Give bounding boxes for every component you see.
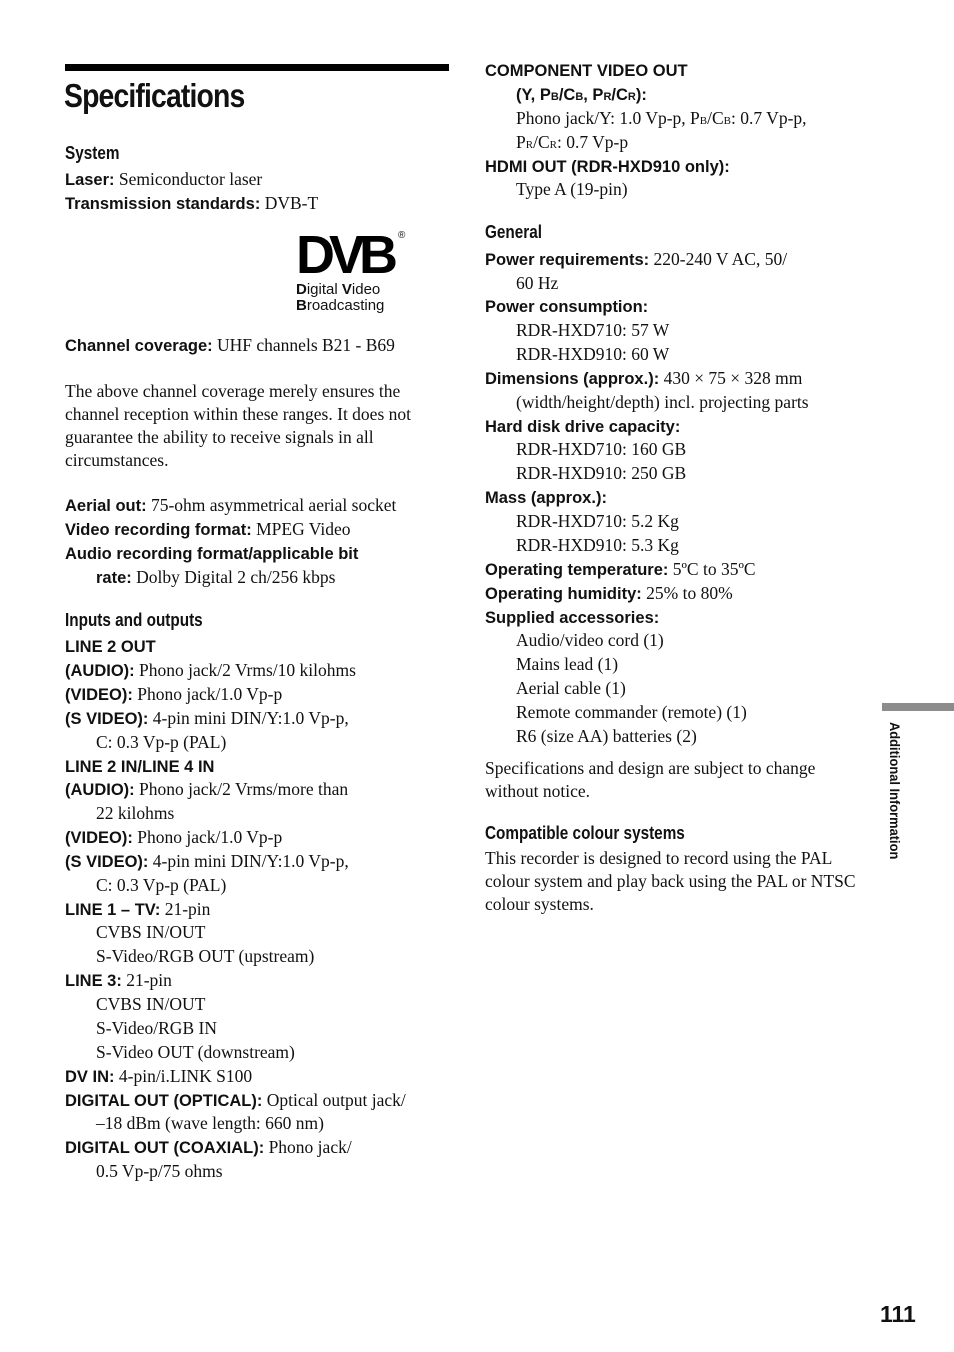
spec-hdmi-value: Type A (19-pin) [516, 179, 628, 199]
change-notice: Specifications and design are subject to change without notice. [485, 758, 816, 801]
spec-line3-sub: S-Video/RGB IN [96, 1018, 217, 1038]
spec-hdd-value: RDR-HXD910: 250 GB [516, 463, 687, 483]
spec-accessory-item: Remote commander (remote) (1) [516, 702, 747, 722]
spec-aerial-out: Aerial out: 75-ohm asymmetrical aerial socket [65, 495, 397, 515]
spec-l2i-audio: (AUDIO): Phono jack/2 Vrms/more than [65, 779, 349, 799]
spec-power-req: Power requirements: 220-240 V AC, 50/ [485, 249, 788, 269]
spec-line1-sub: CVBS IN/OUT [96, 922, 206, 942]
spec-power-cons-value: RDR-HXD910: 60 W [516, 344, 670, 364]
spec-accessory-item: Mains lead (1) [516, 654, 619, 674]
spec-l2o-svideo: (S VIDEO): 4-pin mini DIN/Y:1.0 Vp-p, [65, 708, 349, 728]
spec-component-value-cont: PR/CR: 0.7 Vp-p [516, 132, 629, 152]
spec-line3-sub: CVBS IN/OUT [96, 994, 206, 1014]
spec-dv-in: DV IN: 4-pin/i.LINK S100 [65, 1066, 253, 1086]
spec-power-cons: Power consumption: [485, 298, 649, 316]
section-heading-colour: Compatible colour systems [485, 823, 685, 843]
spec-accessory-item: R6 (size AA) batteries (2) [516, 726, 697, 746]
spec-digital-coaxial: DIGITAL OUT (COAXIAL): Phono jack/ [65, 1137, 352, 1157]
spec-accessories: Supplied accessories: [485, 609, 660, 627]
side-tab-bar [882, 703, 954, 711]
spec-digital-optical: DIGITAL OUT (OPTICAL): Optical output jack/ [65, 1090, 406, 1110]
spec-video-format: Video recording format: MPEG Video [65, 519, 351, 539]
spec-component-video: COMPONENT VIDEO OUT [485, 62, 688, 80]
spec-channel-coverage: Channel coverage: UHF channels B21 - B69 [65, 335, 395, 355]
spec-component-value: Phono jack/Y: 1.0 Vp-p, PB/CB: 0.7 Vp-p, [516, 108, 807, 128]
spec-l2i-svideo: (S VIDEO): 4-pin mini DIN/Y:1.0 Vp-p, [65, 851, 349, 871]
spec-l2o-video: (VIDEO): Phono jack/1.0 Vp-p [65, 684, 283, 704]
spec-mass-value: RDR-HXD710: 5.2 Kg [516, 511, 679, 531]
spec-line3: LINE 3: 21-pin [65, 970, 172, 990]
spec-l2i-svideo-cont: C: 0.3 Vp-p (PAL) [96, 875, 227, 895]
spec-mass-value: RDR-HXD910: 5.3 Kg [516, 535, 679, 555]
spec-l2i-audio-cont: 22 kilohms [96, 803, 175, 823]
channel-note: The above channel coverage merely ensures the channel reception within these ranges. It does not guarantee the ability to receive signals in all circumstances. [65, 381, 412, 470]
spec-line2-in: LINE 2 IN/LINE 4 IN [65, 758, 215, 776]
spec-dimensions: Dimensions (approx.): 430 × 75 × 328 mm [485, 368, 803, 388]
spec-accessory-item: Aerial cable (1) [516, 678, 626, 698]
section-heading-general: General [485, 222, 542, 242]
colour-systems-text: This recorder is designed to record using the PAL colour system and play back using the PAL or NTSC colour systems. [485, 848, 856, 914]
dvb-logo-line1: Digital Video [296, 281, 381, 298]
spec-l2o-svideo-cont: C: 0.3 Vp-p (PAL) [96, 732, 227, 752]
spec-hdd-value: RDR-HXD710: 160 GB [516, 439, 687, 459]
page-title: Specifications [64, 77, 245, 114]
spec-op-temp: Operating temperature: 5ºC to 35ºC [485, 559, 756, 579]
dvb-logo [296, 225, 412, 318]
spec-line1-tv: LINE 1 – TV: 21-pin [65, 899, 211, 919]
section-heading-io: Inputs and outputs [65, 610, 203, 630]
spec-line1-sub: S-Video/RGB OUT (upstream) [96, 946, 315, 966]
spec-accessory-item: Audio/video cord (1) [516, 630, 664, 650]
section-heading-system: System [65, 143, 120, 163]
spec-dimensions-cont: (width/height/depth) incl. projecting parts [516, 392, 809, 412]
spec-audio-format-cont: rate: Dolby Digital 2 ch/256 kbps [96, 567, 336, 587]
side-tab-label: Additional Information [887, 722, 903, 860]
dvb-logo-mark: DVB [296, 225, 393, 285]
spec-digital-optical-cont: –18 dBm (wave length: 660 nm) [96, 1113, 324, 1133]
spec-transmission: Transmission standards: DVB-T [65, 193, 319, 213]
spec-op-humidity: Operating humidity: 25% to 80% [485, 583, 733, 603]
dvb-logo-line2: Broadcasting [296, 297, 385, 314]
spec-power-cons-value: RDR-HXD710: 57 W [516, 320, 670, 340]
spec-hdd: Hard disk drive capacity: [485, 418, 681, 436]
spec-hdmi-out: HDMI OUT (RDR-HXD910 only): [485, 158, 730, 176]
spec-l2o-audio: (AUDIO): Phono jack/2 Vrms/10 kilohms [65, 660, 356, 680]
spec-l2i-video: (VIDEO): Phono jack/1.0 Vp-p [65, 827, 283, 847]
spec-power-req-cont: 60 Hz [516, 273, 559, 293]
spec-audio-format: Audio recording format/applicable bit [65, 545, 359, 563]
spec-line2-out: LINE 2 OUT [65, 638, 156, 656]
spec-digital-coaxial-cont: 0.5 Vp-p/75 ohms [96, 1161, 223, 1181]
registered-mark: ® [398, 230, 406, 241]
spec-laser: Laser: Semiconductor laser [65, 169, 263, 189]
title-rule [65, 64, 449, 71]
spec-mass: Mass (approx.): [485, 489, 607, 507]
spec-line3-sub: S-Video OUT (downstream) [96, 1042, 295, 1062]
spec-component-signals: (Y, PB/CB, PR/CR): [516, 86, 647, 104]
page-number: 111 [880, 1301, 916, 1327]
